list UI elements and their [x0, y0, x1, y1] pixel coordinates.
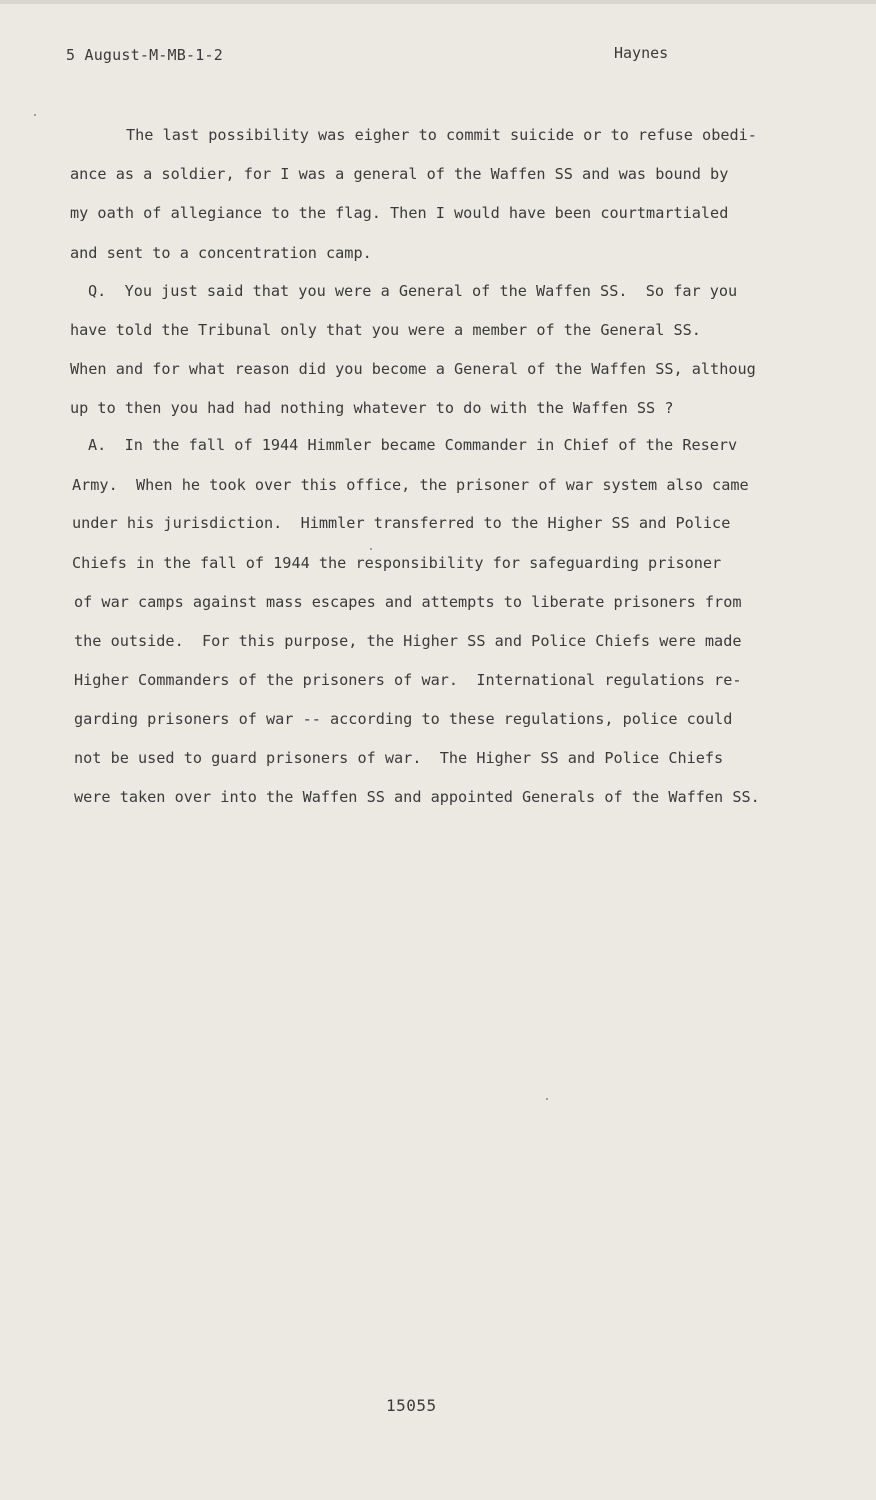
body-line: Higher Commanders of the prisoners of war. International regulations re- — [74, 671, 742, 689]
body-line: of war camps against mass escapes and attempts to liberate prisoners from — [74, 593, 742, 611]
body-line: have told the Tribunal only that you were a member of the General SS. — [70, 321, 701, 339]
page-top-edge — [0, 0, 876, 4]
page-number: 15055 — [386, 1396, 437, 1415]
body-line: The last possibility was eigher to commit suicide or to refuse obedi- — [126, 126, 757, 144]
body-line: A. In the fall of 1944 Himmler became Commander in Chief of the Reserv — [88, 436, 738, 454]
body-line: Chiefs in the fall of 1944 the responsibility for safeguarding prisoner — [72, 554, 722, 572]
body-line: up to then you had had nothing whatever to do with the Waffen SS ? — [70, 399, 674, 417]
paper-speck — [546, 1098, 548, 1100]
body-line: were taken over into the Waffen SS and appointed Generals of the Waffen SS. — [74, 788, 760, 806]
body-line: garding prisoners of war -- according to these regulations, police could — [74, 710, 733, 728]
paper-speck — [370, 548, 372, 550]
transcript-reference: 5 August-M-MB-1-2 — [66, 46, 223, 64]
body-line: Army. When he took over this office, the prisoner of war system also came — [72, 476, 749, 494]
body-line: and sent to a concentration camp. — [70, 244, 372, 262]
reporter-name: Haynes — [614, 44, 669, 62]
body-line: When and for what reason did you become a General of the Waffen SS, althoug — [70, 360, 756, 378]
body-line: ance as a soldier, for I was a general of the Waffen SS and was bound by — [70, 165, 729, 183]
body-line: my oath of allegiance to the flag. Then I would have been courtmartialed — [70, 204, 729, 222]
body-line: Q. You just said that you were a General of the Waffen SS. So far you — [88, 282, 738, 300]
body-line: under his jurisdiction. Himmler transferred to the Higher SS and Police — [72, 514, 731, 532]
body-line: the outside. For this purpose, the Higher SS and Police Chiefs were made — [74, 632, 742, 650]
body-line: not be used to guard prisoners of war. The Higher SS and Police Chiefs — [74, 749, 724, 767]
paper-speck — [34, 114, 36, 116]
